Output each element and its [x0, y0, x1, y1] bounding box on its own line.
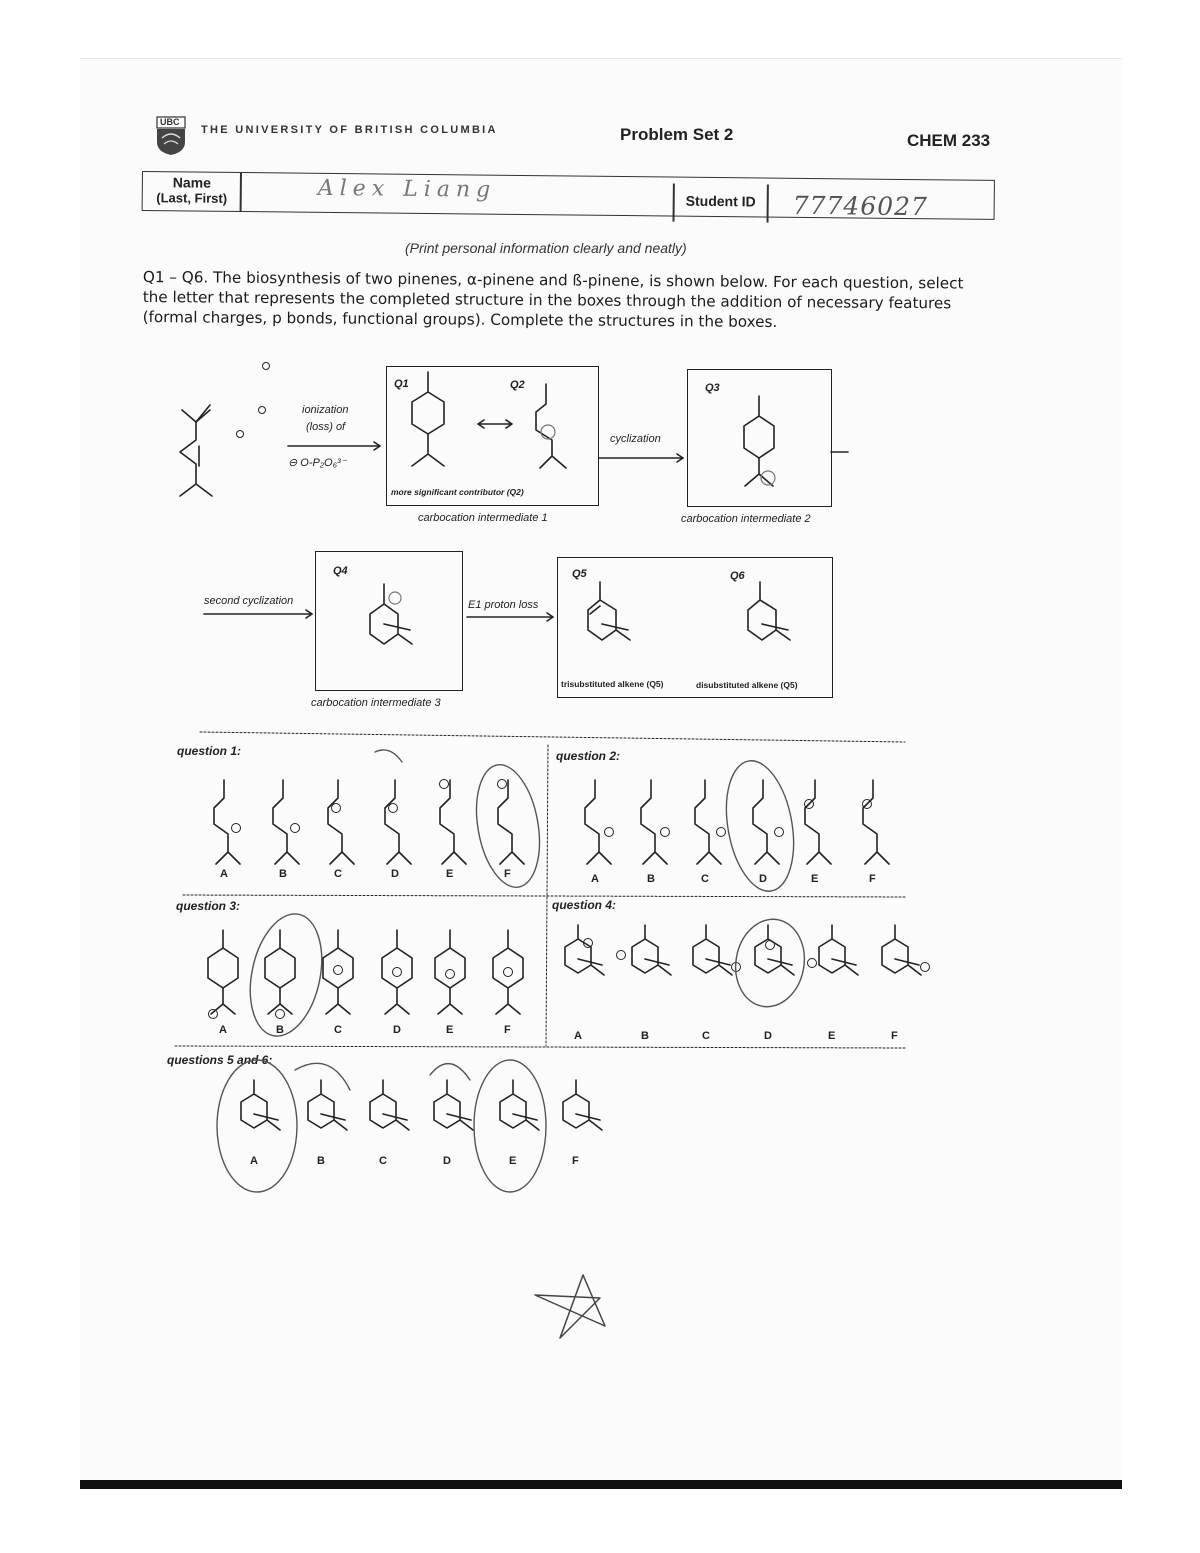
disubstituted-label: disubstituted alkene (Q5): [696, 680, 798, 690]
charge-icon: [276, 1010, 285, 1019]
question-3-label: question 3:: [176, 899, 241, 913]
pinene-structure: [500, 1080, 539, 1130]
pencil-mark: [295, 1063, 350, 1090]
name-label-line2: (Last, First): [156, 190, 228, 206]
q3-option-letter: B: [276, 1024, 284, 1036]
q56-option-letter: F: [572, 1155, 579, 1167]
chain-structure: [695, 780, 721, 864]
question-2-label: question 2:: [556, 749, 621, 763]
q4-option-letter: A: [574, 1030, 582, 1042]
charge-icon: [209, 1010, 218, 1019]
pencil-mark: [375, 750, 402, 762]
charge-icon: [504, 968, 513, 977]
ring-structure: [435, 930, 465, 1014]
q4-option-letter: E: [828, 1030, 836, 1042]
carbocation-1-label: carbocation intermediate 1: [418, 512, 548, 524]
q3-option-letter: D: [393, 1024, 401, 1036]
pencil-mark: [430, 1064, 470, 1080]
q1-option-letter: E: [446, 868, 454, 880]
bicyclic-structure: [632, 925, 671, 975]
q4-option-letter: C: [702, 1030, 710, 1042]
q2-option-letter: F: [869, 873, 876, 885]
pinene-structure: [370, 1080, 409, 1130]
chain-structure: [805, 780, 831, 864]
more-significant-label: more significant contributor (Q2): [391, 487, 524, 497]
q3-structure: [744, 396, 775, 486]
q3-option-letter: A: [219, 1024, 227, 1036]
charge-icon: [808, 959, 817, 968]
q56-option-letter: A: [250, 1155, 258, 1167]
chain-structure: [498, 780, 524, 864]
charge-icon: [661, 828, 670, 837]
q4-option-letter: D: [764, 1030, 772, 1042]
q1-option-letter: C: [334, 868, 342, 880]
q2-option-letter: C: [701, 873, 709, 885]
q1-option-letter: A: [220, 868, 228, 880]
name-label-line1: Name: [172, 174, 212, 191]
geranyl-diphosphate-structure: [180, 363, 270, 497]
crest-text: UBC: [160, 117, 180, 127]
charge-icon: [393, 968, 402, 977]
charge-icon: [775, 828, 784, 837]
question-1-label: question 1:: [177, 744, 242, 758]
charge-icon: [605, 828, 614, 837]
q4-option-letter: F: [891, 1030, 898, 1042]
e1-label: E1 proton loss: [468, 599, 539, 611]
charge-icon: [440, 780, 449, 789]
question-intro-line1: Q1 – Q6. The biosynthesis of two pinenes, α-pinene and ß-pinene, is shown below. For each question, select: [142, 267, 964, 293]
ring-structure: [208, 930, 238, 1014]
charge-icon: [332, 804, 341, 813]
chain-structure: [585, 780, 611, 864]
q4-answer-circle: [729, 914, 811, 1012]
q1-option-letter: B: [279, 868, 287, 880]
chain-structure: [753, 780, 779, 864]
q1-q2-structures: [412, 372, 566, 468]
charge-icon: [334, 966, 343, 975]
carbocation-3-label: carbocation intermediate 3: [311, 697, 441, 709]
chain-structure: [273, 780, 299, 864]
q2-options: [585, 780, 889, 864]
q2-option-letter: E: [811, 873, 819, 885]
chain-structure: [385, 780, 411, 864]
question-intro-line2: the letter that represents the completed structure in the boxes through the addition of necessary features: [142, 287, 952, 313]
bicyclic-structure: [882, 925, 921, 975]
q3-option-letter: C: [334, 1024, 342, 1036]
chain-structure: [641, 780, 667, 864]
q56-option-letter: E: [509, 1155, 517, 1167]
question-4-label: question 4:: [552, 898, 617, 912]
q56-option-letter: C: [379, 1155, 387, 1167]
question-intro-line3: (formal charges, p bonds, functional groups). Complete the structures in the boxes.: [142, 307, 778, 331]
q3-label: Q3: [705, 382, 720, 394]
trisubstituted-label: trisubstituted alkene (Q5): [561, 679, 664, 689]
charge-icon: [617, 951, 626, 960]
cyclization-label: cyclization: [610, 433, 661, 445]
student-id-value: 77746027: [792, 190, 929, 222]
q6-label: Q6: [730, 570, 745, 582]
q3-options: [208, 930, 523, 1019]
course-code: CHEM 233: [907, 131, 991, 150]
q2-answer-circle: [717, 755, 803, 896]
pinene-structure: [563, 1080, 602, 1130]
charge-icon: [446, 970, 455, 979]
ring-structure: [265, 930, 295, 1014]
chain-structure: [440, 780, 466, 864]
carbocation-2-label: carbocation intermediate 2: [681, 513, 811, 525]
q3-answer-circle: [240, 907, 332, 1042]
leaving-group-label: ⊖ O-P₂O₆³⁻: [288, 457, 347, 469]
bicyclic-structure: [693, 925, 732, 975]
q5-label: Q5: [572, 568, 587, 580]
q56-option-letter: D: [443, 1155, 451, 1167]
university-name: THE UNIVERSITY OF BRITISH COLUMBIA: [201, 124, 498, 136]
student-id-label: Student ID: [685, 192, 756, 210]
q1-option-letter: F: [504, 868, 511, 880]
pinene-structure: [241, 1080, 280, 1130]
q4-label: Q4: [333, 565, 348, 577]
q3-option-letter: F: [504, 1024, 511, 1036]
q4-structure: [370, 584, 412, 644]
charge-icon: [498, 780, 507, 789]
q1-label: Q1: [394, 378, 409, 390]
ring-structure: [382, 930, 412, 1014]
charge-icon: [291, 824, 300, 833]
ionization-label-2: (loss) of: [306, 421, 346, 433]
charge-icon: [717, 828, 726, 837]
charge-icon: [921, 963, 930, 972]
q2-option-letter: A: [591, 873, 599, 885]
chain-structure: [328, 780, 354, 864]
q2-option-letter: B: [647, 873, 655, 885]
bicyclic-structure: [755, 925, 794, 975]
chain-structure: [863, 780, 889, 864]
q3-option-letter: E: [446, 1024, 454, 1036]
pinene-structure: [308, 1080, 347, 1130]
q1-option-letter: D: [391, 868, 399, 880]
bicyclic-structure: [819, 925, 858, 975]
q4-option-letter: B: [641, 1030, 649, 1042]
chain-structure: [214, 780, 240, 864]
ring-structure: [323, 930, 353, 1014]
q56-option-letter: B: [317, 1155, 325, 1167]
pinene-structure: [434, 1080, 473, 1130]
ionization-label-1: ionization: [302, 404, 349, 416]
questions-5-6-label: questions 5 and 6:: [167, 1053, 273, 1067]
q2-option-letter: D: [759, 873, 767, 885]
name-value: Alex Liang: [317, 175, 497, 203]
q2-label: Q2: [510, 379, 525, 391]
star-doodle-icon: [535, 1275, 605, 1338]
q5-q6-structures: [588, 582, 790, 640]
charge-icon: [232, 824, 241, 833]
bicyclic-structure: [565, 925, 604, 975]
charge-icon: [389, 804, 398, 813]
charge-icon: [766, 941, 775, 950]
print-note: (Print personal information clearly and neatly): [405, 240, 687, 256]
second-cyclization-label: second cyclization: [204, 595, 294, 607]
ring-structure: [493, 930, 523, 1014]
problem-set-title: Problem Set 2: [620, 125, 734, 144]
